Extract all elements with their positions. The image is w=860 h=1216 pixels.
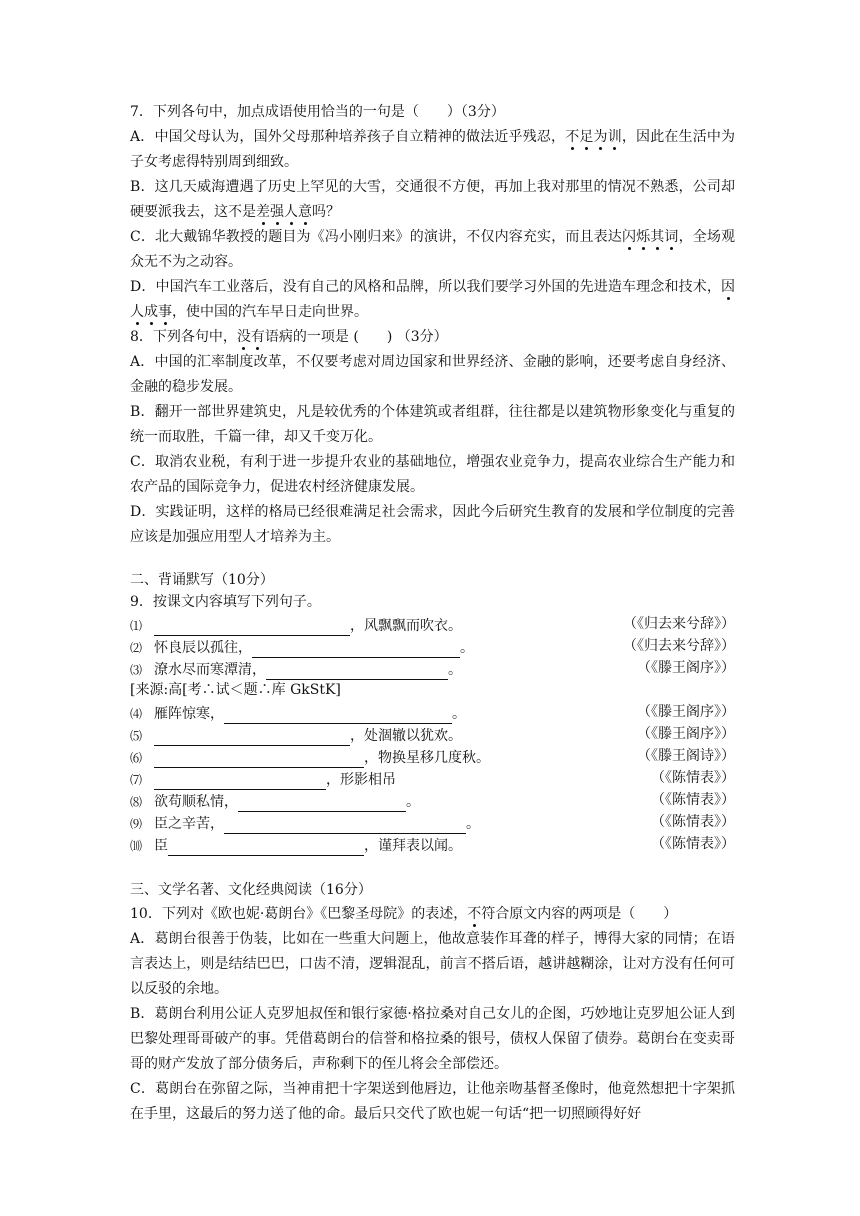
question-7-stem: 7．下列各句中，加点成语使用恰当的一句是（ ）（3分）: [130, 104, 505, 120]
question-9-stem: 9．按课文内容填写下列句子。: [130, 594, 321, 610]
recitation-item-4: ⑷ 雁阵惊寒， 。 （《滕王阁序》）: [130, 704, 735, 722]
recitation-item-5: ⑸ ，处涸辙以犹欢。 （《滕王阁序》）: [130, 726, 735, 744]
question-8-option-d: D．实践证明，这样的格局已经很难满足社会需求，因此今后研究生教育的发展和学位制度的完善应该是加强应用型人才培养为主。: [130, 504, 735, 545]
question-10-option-b: B．葛朗台利用公证人克罗旭叔侄和银行家德·格拉桑对自己女儿的企图，巧妙地让克罗旭公证人到巴黎处理哥哥破产的事。凭借葛朗台的信誉和格拉桑的银号，债权人保留了债券。葛朗台在变卖哥哥的财产发放了部分债务后，声称剩下的侄儿将会全部偿还。: [130, 1006, 735, 1072]
question-10: [130, 902, 735, 1127]
recitation-item-8: ⑻ 欲苟顺私情， 。 （《陈情表》）: [130, 792, 735, 810]
question-7-option-a: A．中国父母认为，国外父母那种培养孩子自立精神的做法近乎残忍，不足为训，因此在生活中为子女考虑得特别周到细致。: [130, 129, 736, 170]
question-8-option-b: B．翻开一部世界建筑史，凡是较优秀的个体建筑或者组群，往往都是以建筑物形象变化与重复的统一而取胜，千篇一律，却又千变万化。: [130, 404, 735, 445]
question-8-stem: 8．下列各句中，没有语病的一项是 ( ) （3分）: [130, 329, 448, 345]
question-10-stem: 10．下列对《欧也妮·葛朗台》《巴黎圣母院》的表述，不符合原文内容的两项是（ ）: [130, 906, 678, 922]
section-2-title: 二、背诵默写（10分）: [130, 572, 274, 588]
question-7: [130, 100, 735, 550]
recitation-item-10: ⑽ 臣 ，谨拜表以闻。 （《陈情表》）: [130, 836, 735, 854]
question-10-option-c: C．葛朗台在弥留之际，当神甫把十字架送到他唇边，让他亲吻基督圣像时，他竟然想把十字架抓在手里，这最后的努力送了他的命。最后只交代了欧也妮一句话“把一切照顾得好好: [130, 1081, 735, 1122]
question-10-option-a: A．葛朗台很善于伪装，比如在一些重大问题上，他故意装作耳聋的样子，博得大家的同情；在语言表达上，则是结结巴巴，口齿不清，逻辑混乱，前言不搭后语，越讲越糊涂，让对方没有任何可以反驳的余地。: [130, 931, 735, 997]
recitation-item-6: ⑹ ，物换星移几度秋。 （《滕王阁诗》）: [130, 748, 735, 766]
recitation-item-9: ⑼ 臣之辛苦， 。 （《陈情表》）: [130, 814, 735, 832]
question-8-option-a: A．中国的汇率制度改革，不仅要考虑对周边国家和世界经济、金融的影响，还要考虑自身经济、金融的稳步发展。: [130, 354, 735, 395]
recitation-item-2: ⑵ 怀良辰以孤往， 。 （《归去来兮辞》）: [130, 638, 735, 656]
question-8-option-c: C．取消农业税，有利于进一步提升农业的基础地位，增强农业竞争力，提高农业综合生产能力和农产品的国际竞争力，促进农村经济健康发展。: [130, 454, 735, 495]
recitation-item-1: ⑴ ，风飘飘而吹衣。 （《归去来兮辞》）: [130, 616, 735, 634]
question-7-option-b: B．这几天威海遭遇了历史上罕见的大雪，交通很不方便，再加上我对那里的情况不熟悉，公司却硬要派我去，这不是差强人意吗？: [130, 179, 735, 220]
question-7-option-d: D．中国汽车工业落后，没有自己的风格和品牌，所以我们要学习外国的先进造车理念和技术，因人成事，使中国的汽车早日走向世界。: [130, 279, 735, 320]
section-3-title: 三、文学名著、文化经典阅读（16分）: [130, 882, 372, 898]
recitation-item-7: ⑺ ，形影相吊 （《陈情表》）: [130, 770, 735, 788]
question-7-option-c: C．北大戴锦华教授的题目为《冯小刚归来》的演讲，不仅内容充实，而且表达闪烁其词，全场观众无不为之动容。: [130, 229, 736, 270]
source-note: [来源:高[考∴试＜题∴库 GkStK]: [130, 682, 341, 698]
recitation-item-3: ⑶ 潦水尽而寒潭清， 。 （《滕王阁序》）: [130, 660, 735, 678]
